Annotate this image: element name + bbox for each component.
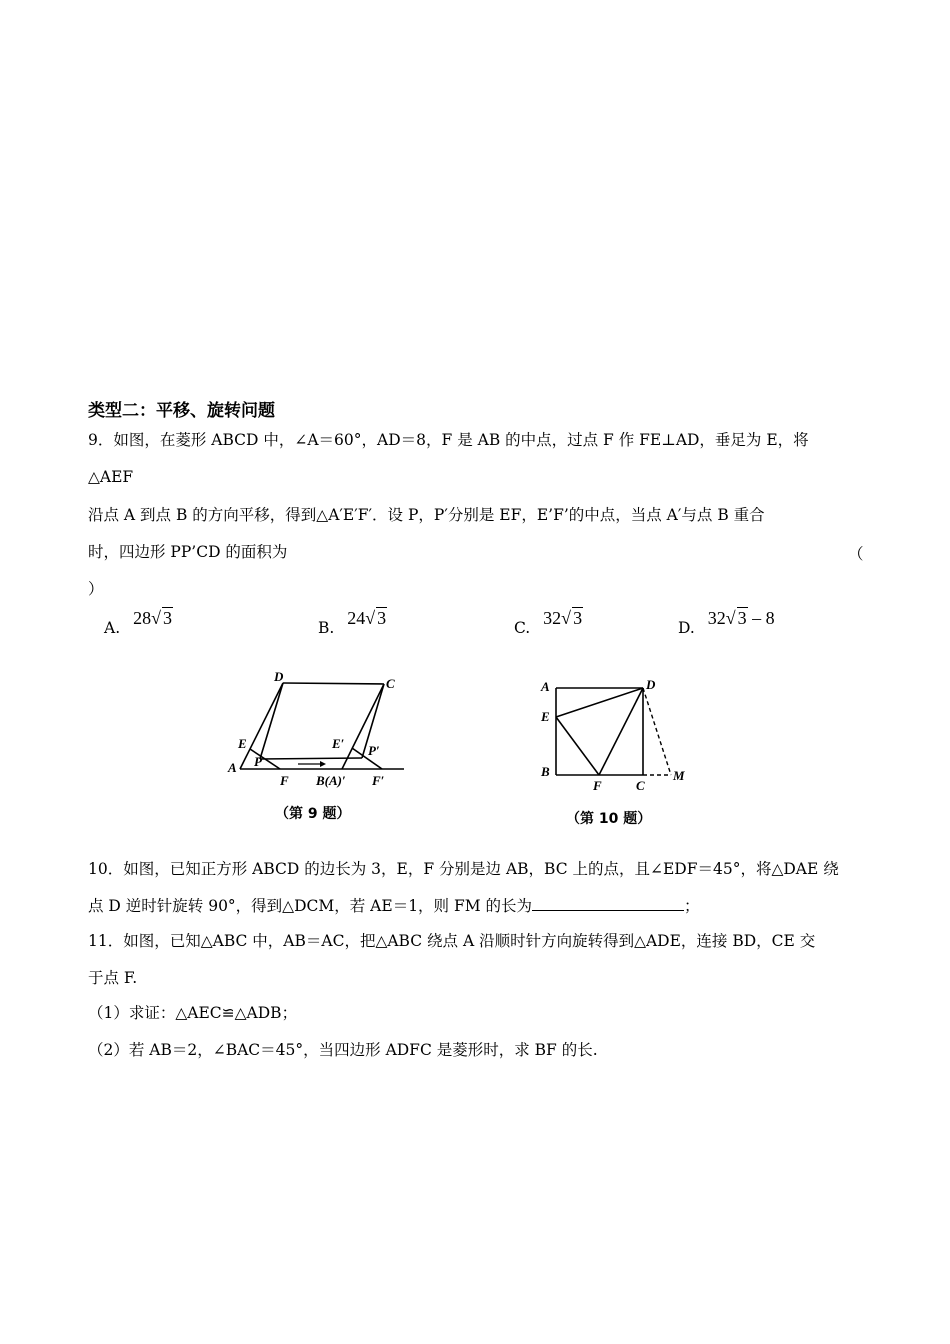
answer-blank[interactable]	[532, 896, 684, 911]
option-a	[104, 608, 173, 637]
fig10-seg-ef	[556, 717, 599, 775]
option-d-tail: – 8	[747, 608, 775, 628]
option-c-value: 32√ 3	[543, 608, 583, 628]
answer-paren-close: ）	[88, 580, 104, 598]
option-c-radicand: 3	[573, 608, 583, 628]
q11-line-2: 于点 F.	[88, 969, 138, 987]
fig9-label-p2: P′	[368, 743, 380, 758]
fig9-label-ba: B(A)′	[316, 773, 346, 788]
answer-paren-open: （	[848, 545, 864, 563]
figure-9	[222, 668, 412, 793]
option-d-value: 32√ 3 – 8	[707, 608, 775, 628]
q11-part-1: （1）求证：△AEC≌△ADB；	[88, 1004, 298, 1022]
option-b-value: 24√ 3	[347, 608, 387, 628]
option-d-label: D.	[678, 619, 695, 637]
fig10-label-b: B	[541, 764, 550, 779]
option-c	[514, 608, 583, 637]
option-d-radicand: 3	[737, 608, 747, 628]
fig10-label-e: E	[541, 709, 550, 724]
q9-line-3: 沿点 A 到点 B 的方向平移，得到△A′E′F′．设 P，P′分别是 EF，E’F’的中点，当点 A′与点 B 重合	[88, 506, 765, 524]
fig9-label-f2: F′	[372, 773, 385, 788]
fig9-arrow-head	[320, 761, 326, 767]
option-a-value: 28√ 3	[133, 608, 172, 628]
option-b-label: B.	[318, 619, 335, 637]
fig10-seg-dm	[643, 688, 671, 775]
figure-10-caption: （第 10 题）	[566, 811, 652, 827]
q11-part-2: （2）若 AB＝2，∠BAC＝45°，当四边形 ADFC 是菱形时，求 BF 的长.	[88, 1041, 598, 1059]
fig9-label-a: A	[228, 760, 237, 775]
option-a-label: A.	[104, 619, 121, 637]
figure-10	[536, 672, 696, 797]
option-d-coef: 32	[707, 608, 726, 628]
fig9-label-c: C	[386, 676, 395, 691]
option-b-coef: 24	[347, 608, 366, 628]
fig9-label-e: E	[238, 736, 247, 751]
fig10-label-a: A	[541, 679, 550, 694]
q10-line-2-end: ；	[684, 897, 700, 915]
option-d	[678, 608, 775, 637]
q11-line-1: 11．如图，已知△ABC 中，AB＝AC，把△ABC 绕点 A 沿顺时针方向旋转得到△ADE，连接 BD，CE 交	[88, 932, 816, 950]
fig9-label-e2: E′	[332, 736, 345, 751]
fig9-label-p: P	[254, 754, 262, 769]
option-b	[318, 608, 387, 637]
fig9-label-f: F	[280, 773, 289, 788]
option-c-label: C.	[514, 619, 531, 637]
q9-line-1: 9．如图，在菱形 ABCD 中，∠A＝60°，AD＝8，F 是 AB 的中点，过点 F 作 FE⊥AD，垂足为 E，将	[88, 431, 809, 449]
fig9-seg-pp2	[260, 758, 362, 759]
figure-9-caption: （第 9 题）	[275, 806, 351, 822]
fig10-label-m: M	[673, 768, 685, 783]
fig10-label-c: C	[636, 778, 645, 793]
option-c-coef: 32	[543, 608, 562, 628]
q10-line-2-wrap	[88, 896, 700, 916]
q9-line-2: △AEF	[88, 468, 134, 486]
section-heading: 类型二：平移、旋转问题	[88, 401, 275, 421]
option-b-radicand: 3	[377, 608, 387, 628]
option-a-radicand: 3	[162, 608, 172, 628]
fig10-label-f: F	[593, 778, 602, 793]
fig10-label-d: D	[646, 677, 656, 692]
q9-line-4: 时，四边形 PP’CD 的面积为	[88, 543, 288, 561]
fig9-label-d: D	[274, 669, 284, 684]
fig9-side-dc	[283, 683, 384, 684]
q10-line-2: 点 D 逆时针旋转 90°，得到△DCM，若 AE＝1，则 FM 的长为	[88, 897, 533, 915]
option-a-coef: 28	[133, 608, 152, 628]
q10-line-1: 10．如图，已知正方形 ABCD 的边长为 3，E，F 分别是边 AB，BC 上的点，且∠EDF＝45°，将△DAE 绕	[88, 860, 839, 878]
